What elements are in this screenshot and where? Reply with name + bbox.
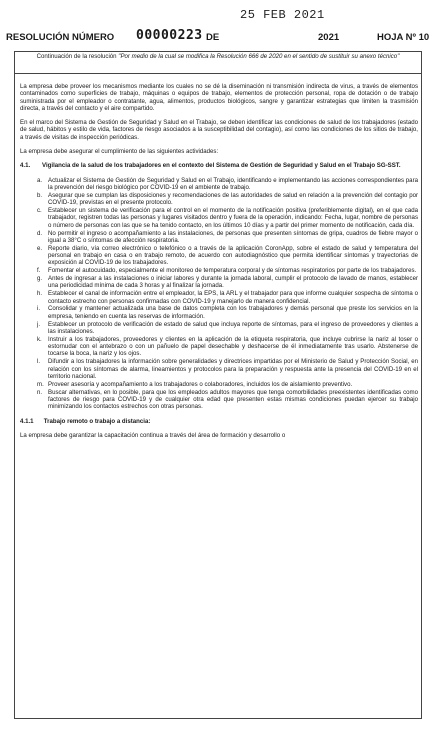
item-marker: b. [37,191,43,199]
item-text: Establecer el canal de información entre el empleador, la EPS, la ARL y el trabajador para que informe cualquier sospecha de síntoma o contacto estrecho con personas confirmadas con COVID-19 y manejarlo de manera confidencial. [48,290,418,305]
item-marker: k. [37,335,42,343]
list-item [26,305,418,320]
item-text: No permitir el ingreso o acompañamiento a las instalaciones, de personas que presenten síntomas de gripa, cuadros de fiebre mayor o igual a 38°C o síntomas de afección respiratoria. [48,229,418,244]
list-item [26,321,418,336]
item-marker: g. [37,275,43,283]
paragraph: La empresa debe asegurar el cumplimiento de las siguientes actividades: [20,148,219,156]
resolution-de: DE [206,32,220,43]
item-marker: c. [37,207,42,215]
item-marker: i. [37,305,41,313]
item-text: Buscar alternativas, en lo posible, para que los empleados adultos mayores que tenga comorbilidades preexistentes identificadas como factores de riesgo para COVID-19 y de cualquier otra edad que presenten estas mismas condiciones puedan ejercer su trabajo minimizando los contactos estrechos con otras personas. [48,388,418,411]
item-marker: m. [37,380,44,388]
continuation-prefix: Continuación de la resolución [36,53,119,60]
item-text: Instruir a los trabajadores, proveedores y clientes en la aplicación de la etiqueta respiratoria, que incluye cubrirse la nariz al toser o estornudar con el antebrazo o con un pañuelo de papel desechable y deshacerse de él inmediatamente tras usarlo. Abstenerse de tocarse la boca, la nariz y los ojos. [48,335,418,358]
subsection-number: 4.1.1 [20,417,34,425]
list-item [26,389,418,411]
item-text: Consolidar y mantener actualizada una base de datos completa con los trabajadores y demás personal que preste los servicios en la empresa, teniendo en cuenta las reservas de información. [48,305,418,320]
list-item [26,275,418,290]
continuation-title: "Por medio de la cual se modifica la Resolución 666 de 2020 en el sentido de sustituir su anexo técnico" [118,53,400,60]
section-heading [20,162,418,169]
item-text: Proveer asesoría y acompañamiento a los trabajadores o colaboradores, incluidos los de aislamiento preventivo. [48,380,353,388]
item-text: Asegurar que se cumplan las disposiciones y recomendaciones de las autoridades de salud en relación a la prevención del contagio por COVID-19, previstas en el presente protocolo. [48,191,418,207]
date-stamp: 25 FEB 2021 [240,8,325,22]
item-marker: a. [37,176,43,184]
item-text: Reporte diario, vía correo electrónico o telefónico o a través de la aplicación CoronApp, sobre el estado de salud y temperatura del personal en trabajo en casa o en trabajo remoto, de acuerdo con autodiagnóstico que permita identificar síntomas y trayectorias de exposición al COVID-19 de los trabajadores. [48,244,418,267]
continuation-note [14,51,422,74]
item-marker: f. [37,267,41,275]
section-number: 4.1. [20,162,31,170]
subsection-title: Trabajo remoto o trabajo a distancia: [43,417,151,425]
sheet-number: HOJA Nº 10 [377,32,430,43]
list-item [26,336,418,358]
resolution-number: 00000223 [136,28,203,43]
list-item [26,192,418,207]
paragraph: En el marco del Sistema de Gestión de Seguridad y Salud en el Trabajo, se deben identificar las condiciones de salud de los trabajadores (estado de salud, hábitos y estilo de vida, factores de riesgo asociados a la susceptibilidad del contagio), así como las condiciones de los sitios de trabajo, a través de visitas de inspección periódicas. [20,119,418,141]
activity-list [20,177,418,411]
list-item [26,245,418,267]
closing-paragraph: La empresa debe garantizar la capacitación continua a través del área de formación y desarrollo o [20,431,286,439]
item-text: Difundir a los trabajadores la información sobre generalidades y directrices impartidas por el Ministerio de Salud y Protección Social, en relación con los síntomas de alarma, lineamientos y protocolos para la preparación y respuesta ante la presencia del COVID-19 en el territorio nacional. [48,358,418,380]
item-marker: h. [37,290,43,298]
list-item [26,267,418,274]
item-marker: j. [37,320,41,328]
paragraph: La empresa debe proveer los mecanismos mediante los cuales no se dé la diseminación ni transmisión indirecta de virus, a través de elementos contaminados como superficies de trabajo, máquinas o equipos de trabajo, elementos de protección personal, ropa de dotación o de trabajo suministrada por el empleador o contratante, agua, alimentos, productos biológicos, sangre y garantizar estrategias que limiten la trasmisión directa, a través del contacto y el aire compartido. [20,83,418,112]
item-text: Actualizar el Sistema de Gestión de Seguridad y Salud en el Trabajo, identificando e implementando las acciones correspondientes para la prevención del riesgo biológico por COVID-19 en el ambiente de trabajo. [48,176,418,191]
resolution-label: RESOLUCIÓN NÚMERO [6,32,115,43]
item-marker: d. [37,229,43,237]
item-text: Establecer un protocolo de verificación de estado de salud que incluya reporte de síntomas, para el ingreso de proveedores y clientes a las instalaciones. [48,320,418,335]
resolution-year: 2021 [318,32,340,43]
document-body [20,83,418,446]
subsection-heading [20,418,418,425]
list-item [26,230,418,245]
list-item [26,381,418,388]
item-marker: n. [37,388,43,396]
section-title: Vigilancia de la salud de los trabajadores en el contexto del Sistema de Gestión de Seguridad y Salud en el Trabajo SG-SST. [42,162,401,170]
list-item [26,358,418,380]
list-item [26,177,418,192]
list-item [26,290,418,305]
item-text: Fomentar el autocuidado, especialmente el monitoreo de temperatura corporal y de síntomas respiratorios por parte de los trabajadores. [48,267,417,275]
item-marker: l. [37,358,41,366]
resolution-header [6,28,432,44]
item-text: Antes de ingresar a las instalaciones o iniciar labores y durante la jornada laboral, cumplir el protocolo de lavado de manos, establecer una periodicidad mínima de cada 3 horas y al finalizar la jornada. [48,275,418,290]
item-text: Establecer un sistema de verificación para el control en el momento de la notificación positiva (preferiblemente digital), en el que cada trabajador, registren todas las personas y lugares visitados dentro y fuera de la operación, indicando: Fecha, lugar, nombre de personas o número de personas con las que se ha tenido contacto, en los últimos 10 días y a partir del primer momento de notificación, cada día. [48,207,418,229]
list-item [26,207,418,229]
item-marker: e. [37,244,43,252]
